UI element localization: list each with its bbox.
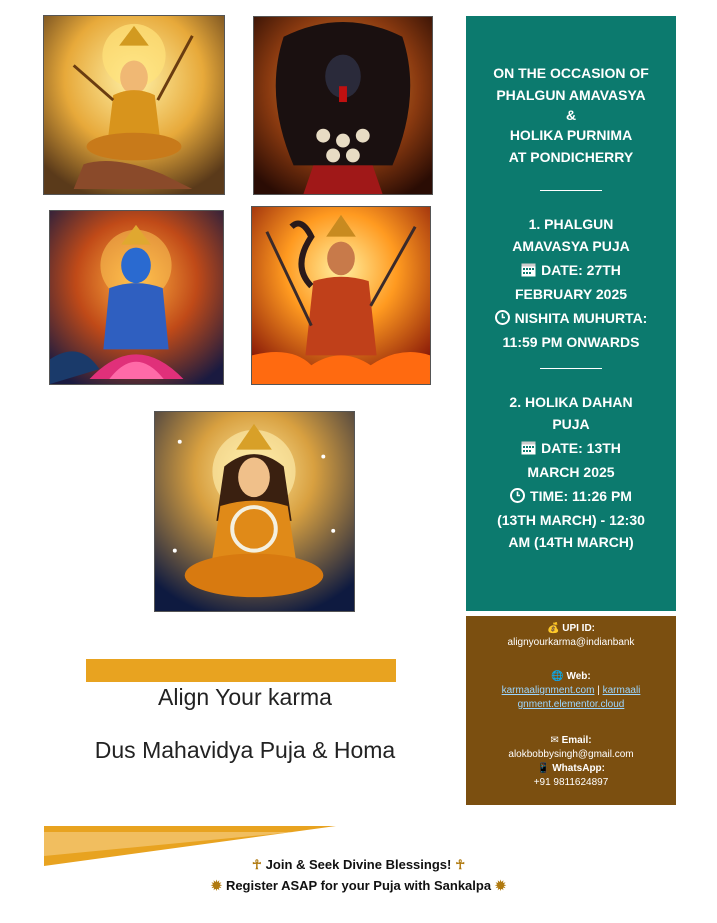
puja1-time-line-2: 11:59 PM ONWARDS	[502, 334, 640, 350]
brand-title: Align Your karma	[158, 684, 332, 710]
sparkle-icon: ✹	[211, 878, 222, 893]
elementor-link-continued[interactable]: gnment.elementor.cloud	[517, 699, 625, 710]
occasion-line-4: AT PONDICHERRY	[508, 149, 634, 165]
goddess-image-4	[251, 206, 431, 385]
puja1-title-line-1: 1. PHALGUN	[528, 216, 614, 232]
accent-bar	[86, 659, 396, 682]
puja1-date-line-2: FEBRUARY 2025	[514, 286, 628, 302]
footer-line-1: Join & Seek Divine Blessings!	[265, 857, 452, 872]
trishul-icon: ☥	[455, 857, 466, 872]
globe-icon: 🌐	[551, 671, 564, 682]
divider	[540, 368, 602, 369]
puja2-title-line-1: 2. HOLIKA DAHAN	[509, 394, 633, 410]
whatsapp-label: WhatsApp:	[552, 763, 605, 774]
occasion-panel	[466, 16, 676, 611]
elementor-link[interactable]: karmaali	[602, 685, 641, 696]
trishul-icon: ☥	[251, 857, 262, 872]
puja1-time-line-1: NISHITA MUHURTA:	[514, 310, 648, 326]
phone-icon: 📱	[536, 763, 550, 774]
upi-label: UPI ID:	[562, 623, 595, 634]
goddess-image-3	[49, 210, 224, 385]
divider	[540, 190, 602, 191]
goddess-image-1	[43, 15, 225, 195]
upi-value: alignyourkarma@indianbank	[507, 637, 635, 648]
web-label: Web:	[566, 671, 591, 682]
occasion-ampersand: &	[565, 107, 577, 123]
clock-icon	[510, 487, 525, 502]
puja2-time-line-1: TIME: 11:26 PM	[530, 488, 632, 504]
calendar-icon	[521, 439, 536, 454]
puja1-date-line-1: DATE: 27TH	[541, 262, 621, 278]
money-bag-icon: 💰	[546, 623, 560, 634]
whatsapp-value: +91 9811624897	[533, 777, 609, 788]
occasion-line-1: ON THE OCCASION OF	[493, 65, 649, 81]
email-value: alokbobbysingh@gmail.com	[508, 749, 634, 760]
puja2-date-line-1: DATE: 13TH	[541, 440, 621, 456]
puja1-title-line-2: AMAVASYA PUJA	[512, 238, 630, 254]
puja-title: Dus Mahavidya Puja & Homa	[94, 737, 396, 763]
occasion-line-2: PHALGUN AMAVASYA	[496, 87, 646, 103]
puja2-time-line-2: (13TH MARCH) - 12:30	[497, 512, 645, 528]
footer-line-2: Register ASAP for your Puja with Sankalpa	[225, 878, 492, 893]
envelope-icon: ✉	[550, 735, 559, 746]
calendar-icon	[521, 261, 536, 276]
web-separator: |	[597, 685, 600, 696]
website-link[interactable]: karmaalignment.com	[501, 685, 595, 696]
puja2-title-line-2: PUJA	[552, 416, 590, 432]
clock-icon	[495, 309, 510, 324]
puja2-time-line-3: AM (14TH MARCH)	[508, 534, 634, 550]
goddess-image-5	[154, 411, 355, 612]
sparkle-icon: ✹	[495, 878, 506, 893]
contact-panel	[466, 616, 676, 805]
footer	[0, 854, 717, 896]
goddess-image-2	[253, 16, 433, 195]
occasion-line-3: HOLIKA PURNIMA	[509, 127, 633, 143]
puja2-date-line-2: MARCH 2025	[527, 464, 615, 480]
email-label: Email:	[561, 735, 592, 746]
